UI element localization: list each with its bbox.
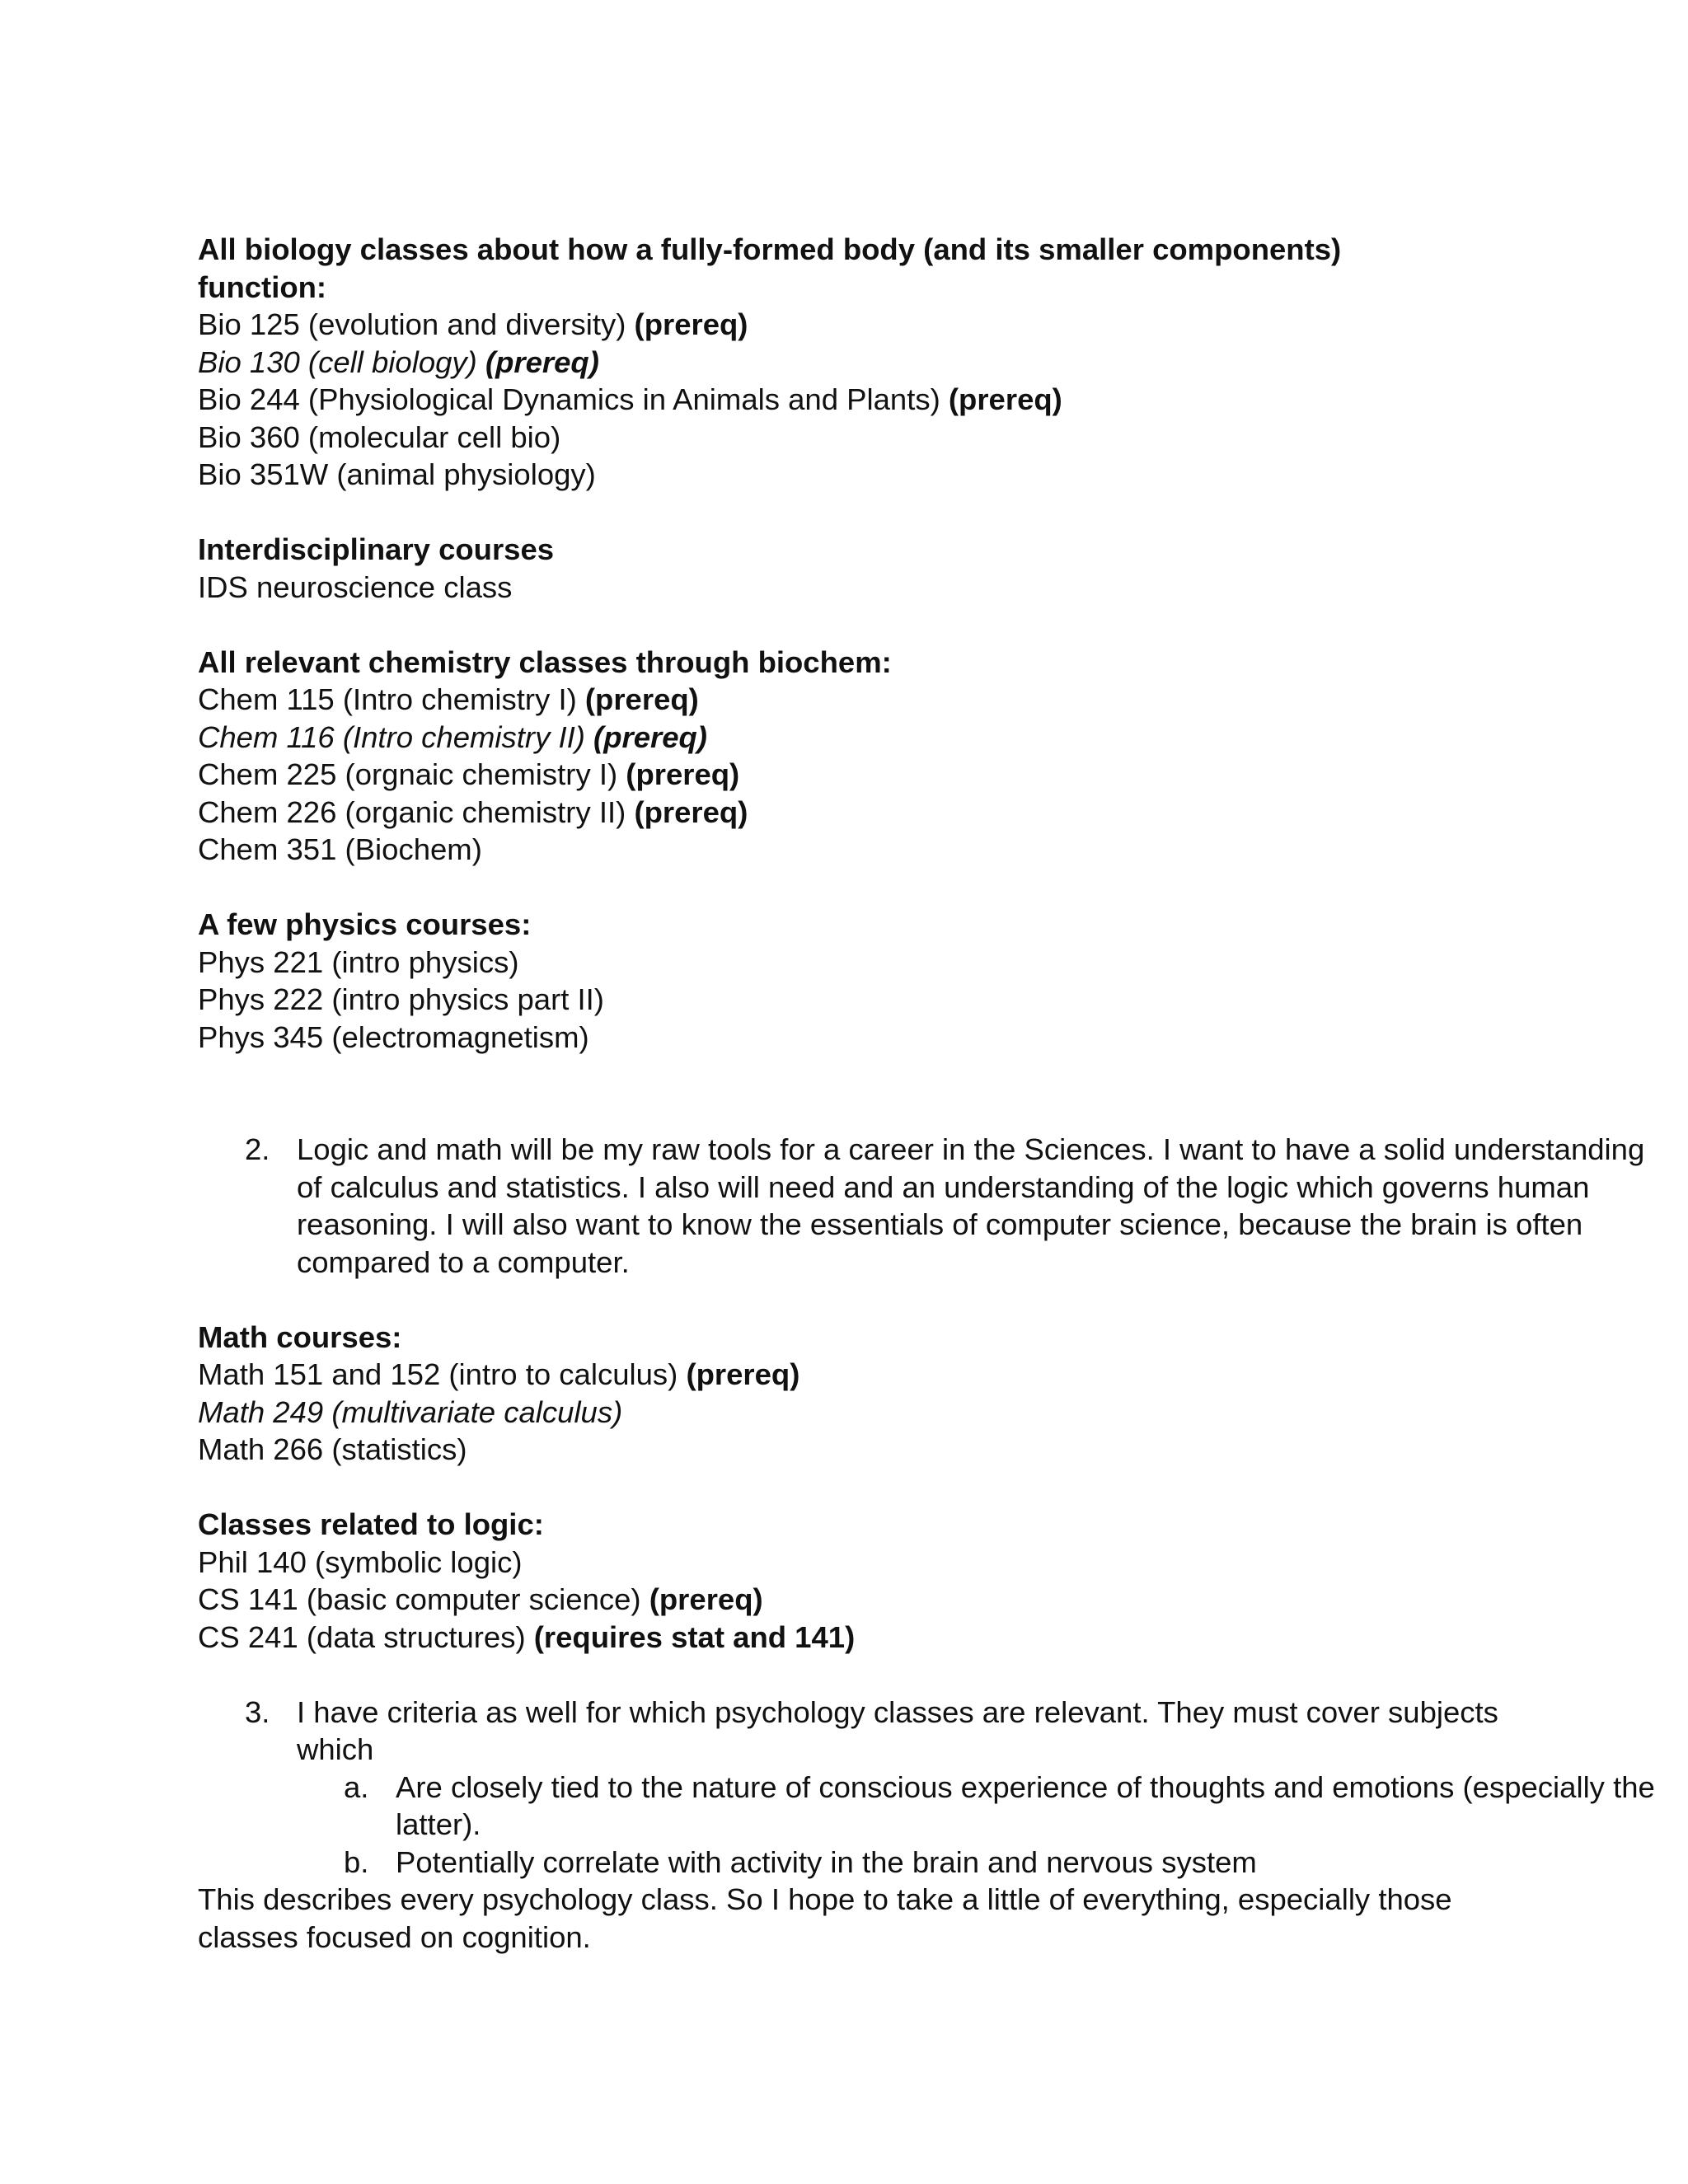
- course-line: Chem 116 (Intro chemistry II) (prereq): [198, 719, 707, 754]
- logic-heading: Classes related to logic:: [198, 1507, 544, 1541]
- course-line: Math 151 and 152 (intro to calculus) (prereq): [198, 1357, 800, 1391]
- paragraph-text: I have criteria as well for which psychology classes are relevant. They must cover subjects which: [297, 1694, 1498, 1766]
- chemistry-heading: All relevant chemistry classes through biochem:: [198, 644, 892, 679]
- prereq-tag: (prereq): [948, 382, 1062, 416]
- course-line: CS 141 (basic computer science) (prereq): [198, 1582, 763, 1616]
- interdisciplinary-heading: Interdisciplinary courses: [198, 532, 555, 566]
- course-line: Chem 226 (organic chemistry II) (prereq): [198, 794, 748, 829]
- biology-heading: All biology classes about how a fully-formed body (and its smaller components) function:: [198, 232, 1342, 304]
- prereq-tag: (prereq): [686, 1357, 800, 1391]
- math-heading: Math courses:: [198, 1319, 402, 1354]
- course-line: Math 266 (statistics): [198, 1432, 467, 1466]
- course-line: Chem 115 (Intro chemistry I) (prereq): [198, 682, 699, 716]
- sub-item-a: [198, 1769, 1665, 1844]
- prereq-tag: (prereq): [626, 757, 740, 791]
- physics-heading: A few physics courses:: [198, 907, 532, 941]
- course-line: Phys 345 (electromagnetism): [198, 1019, 589, 1054]
- prereq-tag: (prereq): [634, 307, 748, 341]
- course-line: Bio 351W (animal physiology): [198, 457, 596, 491]
- course-line: Bio 244 (Physiological Dynamics in Animals and Plants) (prereq): [198, 382, 1062, 416]
- paragraph-text: Logic and math will be my raw tools for a career in the Sciences. I want to have a solid understanding of calculus and statistics. I also will need and an understanding of the logic which governs human reasoning. I will also want to know the essentials of computer science, because the brain is often compared to a computer.: [297, 1132, 1645, 1279]
- course-line: Bio 360 (molecular cell bio): [198, 419, 561, 454]
- course-line: Phys 222 (intro physics part II): [198, 982, 604, 1016]
- prereq-tag: (prereq): [593, 719, 707, 754]
- course-line: Bio 130 (cell biology) (prereq): [198, 344, 599, 379]
- list-letter: a.: [344, 1769, 369, 1804]
- numbered-paragraph-2: [198, 1131, 1665, 1281]
- course-line: Phys 221 (intro physics): [198, 944, 519, 979]
- prereq-tag: (prereq): [584, 682, 699, 716]
- numbered-paragraph-3: [198, 1694, 1582, 1769]
- course-line: Phil 140 (symbolic logic): [198, 1544, 523, 1579]
- requirement-tag: (requires stat and 141): [533, 1619, 856, 1654]
- prereq-tag: (prereq): [649, 1582, 763, 1616]
- sub-item-b: [198, 1844, 1665, 1882]
- prereq-tag: (prereq): [485, 344, 599, 379]
- document-body: [198, 231, 1655, 1956]
- sub-item-text: Potentially correlate with activity in the brain and nervous system: [396, 1844, 1257, 1879]
- course-line: Math 249 (multivariate calculus): [198, 1394, 623, 1429]
- prereq-tag: (prereq): [634, 794, 748, 829]
- closing-paragraph: This describes every psychology class. So I hope to take a little of everything, especially those classes focused on cognition.: [198, 1882, 1452, 1954]
- course-line: Chem 351 (Biochem): [198, 832, 482, 866]
- course-line: CS 241 (data structures) (requires stat and 141): [198, 1619, 856, 1654]
- course-line: Chem 225 (orgnaic chemistry I) (prereq): [198, 757, 740, 791]
- list-number: 3.: [245, 1694, 270, 1729]
- list-letter: b.: [344, 1844, 369, 1879]
- list-number: 2.: [245, 1132, 270, 1166]
- course-line: Bio 125 (evolution and diversity) (prereq): [198, 307, 748, 341]
- sub-item-text: Are closely tied to the nature of conscious experience of thoughts and emotions (especially the latter).: [396, 1769, 1655, 1841]
- course-line: IDS neuroscience class: [198, 569, 513, 604]
